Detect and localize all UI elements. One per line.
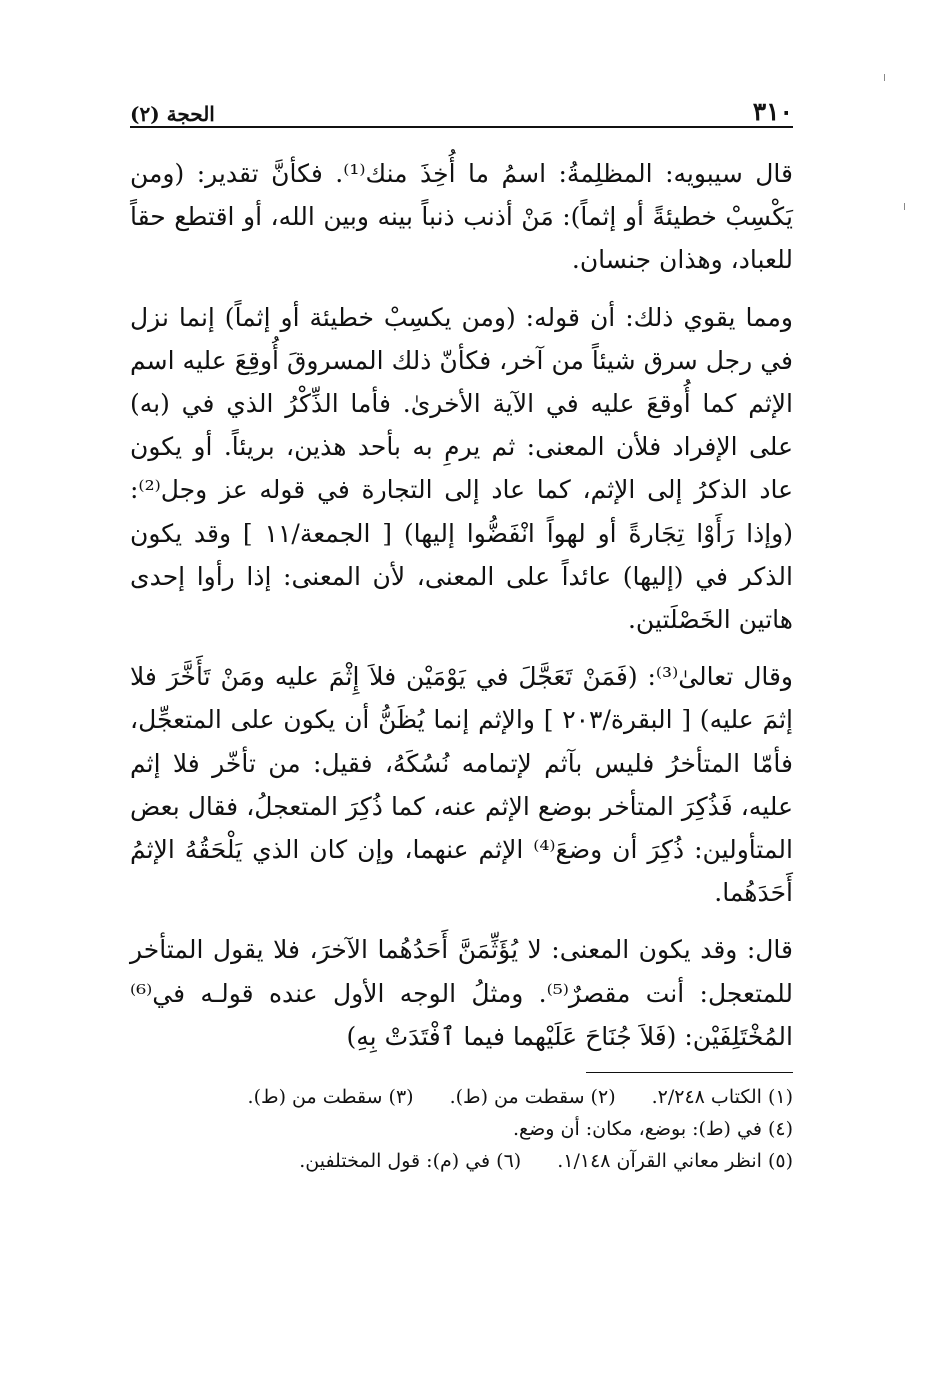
page-number: ٣١٠ bbox=[752, 97, 793, 126]
footnote: (٥) انظر معاني القرآن ١/١٤٨. bbox=[557, 1150, 793, 1173]
scan-mark bbox=[884, 74, 885, 81]
footnote-row bbox=[130, 1081, 793, 1113]
running-title: الحجة (٢) bbox=[130, 102, 215, 126]
page-header bbox=[130, 92, 793, 128]
paragraph: ومما يقوي ذلك: أن قوله: (ومن يكسِبْ خطيئة أو إثماً) إنما نزل في رجل سرق شيئاً من آخر، فكأنّ ذلك المسروقَ أُوقِعَ عليه اسم الإثم كما أُوقعَ عليه في الآية الأخرىٰ. فأما الذِّكْرُ الذي في (به) على الإفراد فلأن المعنى: ثم يرمِ به بأحد هذين، بريئاً. أو يكون عاد الذكرُ إلى الإثم، كما عاد إلى التجارة في قوله عز وجل⁽²⁾: (وإذا رَأَوْا تِجَارةً أو لهواً انْفَضُّوا إليها) [ الجمعة/١١ ] وقد يكون الذكر في (إليها) عائداً على المعنى، لأن المعنى: إذا رأوا إحدى هاتين الخَصْلَتين. bbox=[130, 302, 793, 635]
footnote-row bbox=[130, 1145, 793, 1177]
footnote: (٢) سقطت من (ط). bbox=[449, 1086, 616, 1109]
paragraph: قال: وقد يكون المعنى: لا يُؤَثِّمَنَّ أَحَدُهُما الآخرَ، فلا يقول المتأخر للمتعجل: أنت مقصرٌ⁽⁵⁾. ومثلُ الوجه الأول عنده قولـه في⁽⁶⁾ المُخْتَلِفَيْن: (فَلاَ جُنَاحَ عَلَيْهما فيما ٱفْتَدَتْ بِهِ) bbox=[130, 935, 793, 1051]
book-page bbox=[130, 92, 793, 1177]
footnote-row bbox=[130, 1113, 793, 1145]
footnote: (٣) سقطت من (ط). bbox=[247, 1086, 414, 1109]
main-text bbox=[130, 152, 793, 1058]
footnotes bbox=[130, 1081, 793, 1177]
footnote-separator bbox=[586, 1072, 793, 1073]
footnote: (٦) في (م): قول المختلفين. bbox=[299, 1150, 522, 1173]
scan-mark bbox=[904, 203, 905, 210]
footnote: (٤) في (ط): بوضع، مكان: أن وضع. bbox=[513, 1118, 793, 1141]
paragraph: وقال تعالىٰ⁽³⁾: (فَمَنْ تَعَجَّلَ في يَوْمَيْن فلاَ إِثْمَ عليه ومَنْ تَأَخَّرَ فلا إثمَ عليه) [ البقرة/٢٠٣ ] والإثم إنما يُظَنُّ أن يكون على المتعجِّل، فأمّا المتأخرُ فليس بآثم لإتمامه نُسُكَهُ، فقيل: من تأخّر فلا إثم عليه، فَذُكِرَ المتأخر بوضع الإثم عنه، كما ذُكِرَ المتعجلُ، فقال بعض المتأولين: ذُكِرَ أن وضعَ⁽⁴⁾ الإثم عنهما، وإن كان الذي يَلْحَقُهُ الإثمُ أَحَدَهُما. bbox=[130, 662, 793, 908]
paragraph: قال سيبويه: المظلِمةُ: اسمُ ما أُخِذَ منك⁽¹⁾. فكأنَّ تقدير: (ومن يَكْسِبْ خطيئةً أو إثماً): مَنْ أذنب ذنباً بينه وبين الله، أو اقتطع حقاً للعباد، وهذان جنسان. bbox=[130, 159, 794, 275]
footnote: (١) الكتاب ٢/٢٤٨. bbox=[651, 1086, 793, 1109]
